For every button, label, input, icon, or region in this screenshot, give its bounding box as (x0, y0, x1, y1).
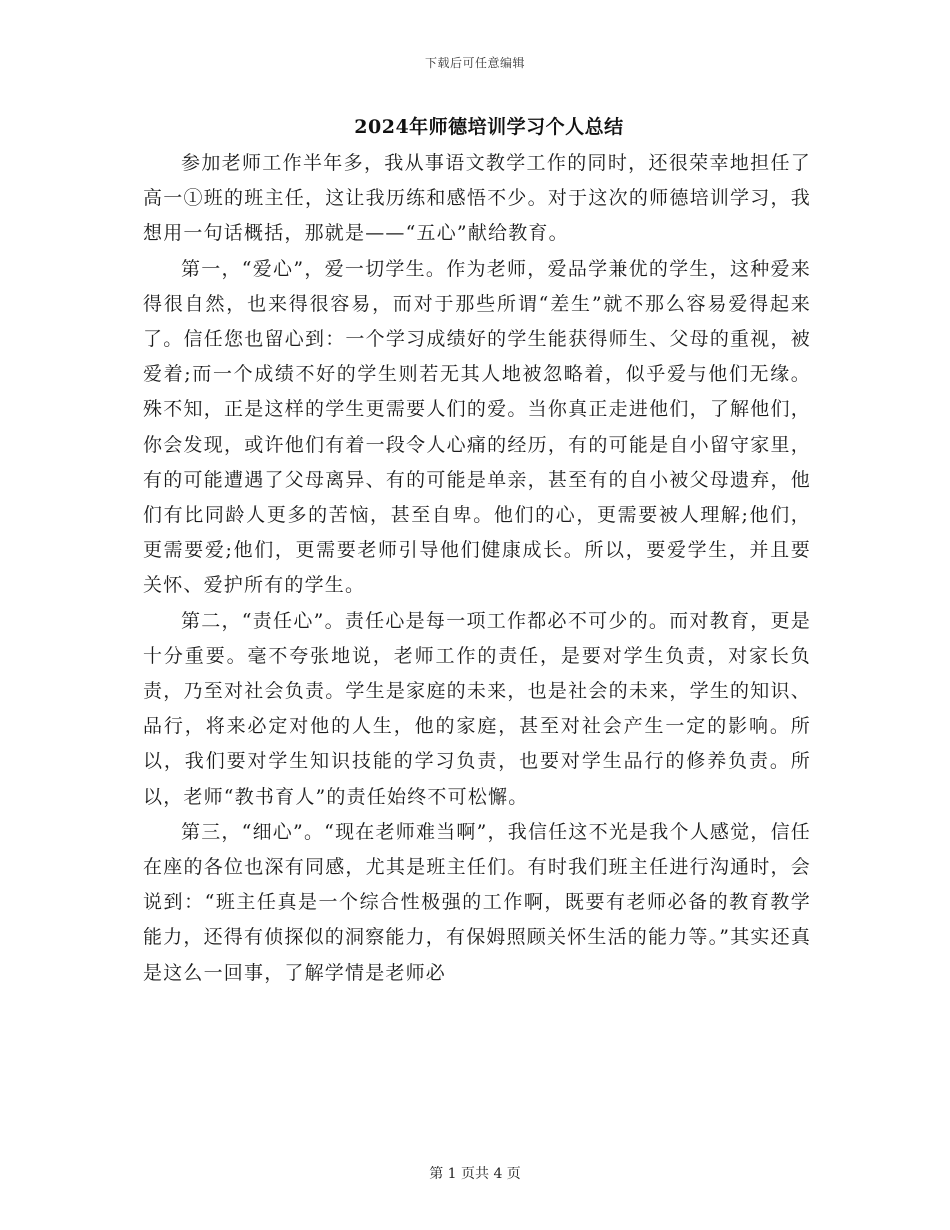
document-title: 2024年师德培训学习个人总结 (354, 116, 624, 138)
page-number: 第 1 页共 4 页 (429, 1166, 521, 1182)
header-note: 下载后可任意编辑 (424, 56, 525, 70)
paragraph: 第二，“责任心”。责任心是每一项工作都必不可少的。而对教育，更是十分重要。毫不夸张地说，老师工作的责任，是要对学生负责，对家长负责，乃至对社会负责。学生是家庭的未来，也是社会的未来，学生的知识、品行，将来必定对他的人生，他的家庭，甚至对社会产生一定的影响。所以，我们要对学生知识技能的学习负责，也要对学生品行的修养负责。所以，老师“教书育人”的责任始终不可松懈。 (143, 609, 811, 808)
document-body (143, 146, 811, 991)
paragraph: 参加老师工作半年多，我从事语文教学工作的同时，还很荣幸地担任了高一①班的班主任，这让我历练和感悟不少。对于这次的师德培训学习，我想用一句话概括，那就是——“五心”献给教育。 (143, 152, 811, 245)
paragraph: 第三，“细心”。“现在老师难当啊”，我信任这不光是我个人感觉，信任在座的各位也深有同感，尤其是班主任们。有时我们班主任进行沟通时，会说到：“班主任真是一个综合性极强的工作啊，既要有老师必备的教育教学能力，还得有侦探似的洞察能力，有保姆照顾关怀生活的能力等。”其实还真是这么一回事，了解学情是老师必 (143, 820, 812, 984)
paragraph: 第一，“爱心”，爱一切学生。作为老师，爱品学兼优的学生，这种爱来得很自然，也来得很容易，而对于那些所谓“差生”就不那么容易爱得起来了。信任您也留心到：一个学习成绩好的学生能获得师生、父母的重视，被爱着;而一个成绩不好的学生则若无其人地被忽略着，似乎爱与他们无缘。殊不知，正是这样的学生更需要人们的爱。当你真正走进他们，了解他们，你会发现，或许他们有着一段令人心痛的经历，有的可能是自小留守家里，有的可能遭遇了父母离异、有的可能是单亲，甚至有的自小被父母遗弃，他们有比同龄人更多的苦恼，甚至自卑。他们的心，更需要被人理解;他们，更需要爱;他们，更需要老师引导他们健康成长。所以，要爱学生，并且要关怀、爱护所有的学生。 (143, 257, 811, 597)
